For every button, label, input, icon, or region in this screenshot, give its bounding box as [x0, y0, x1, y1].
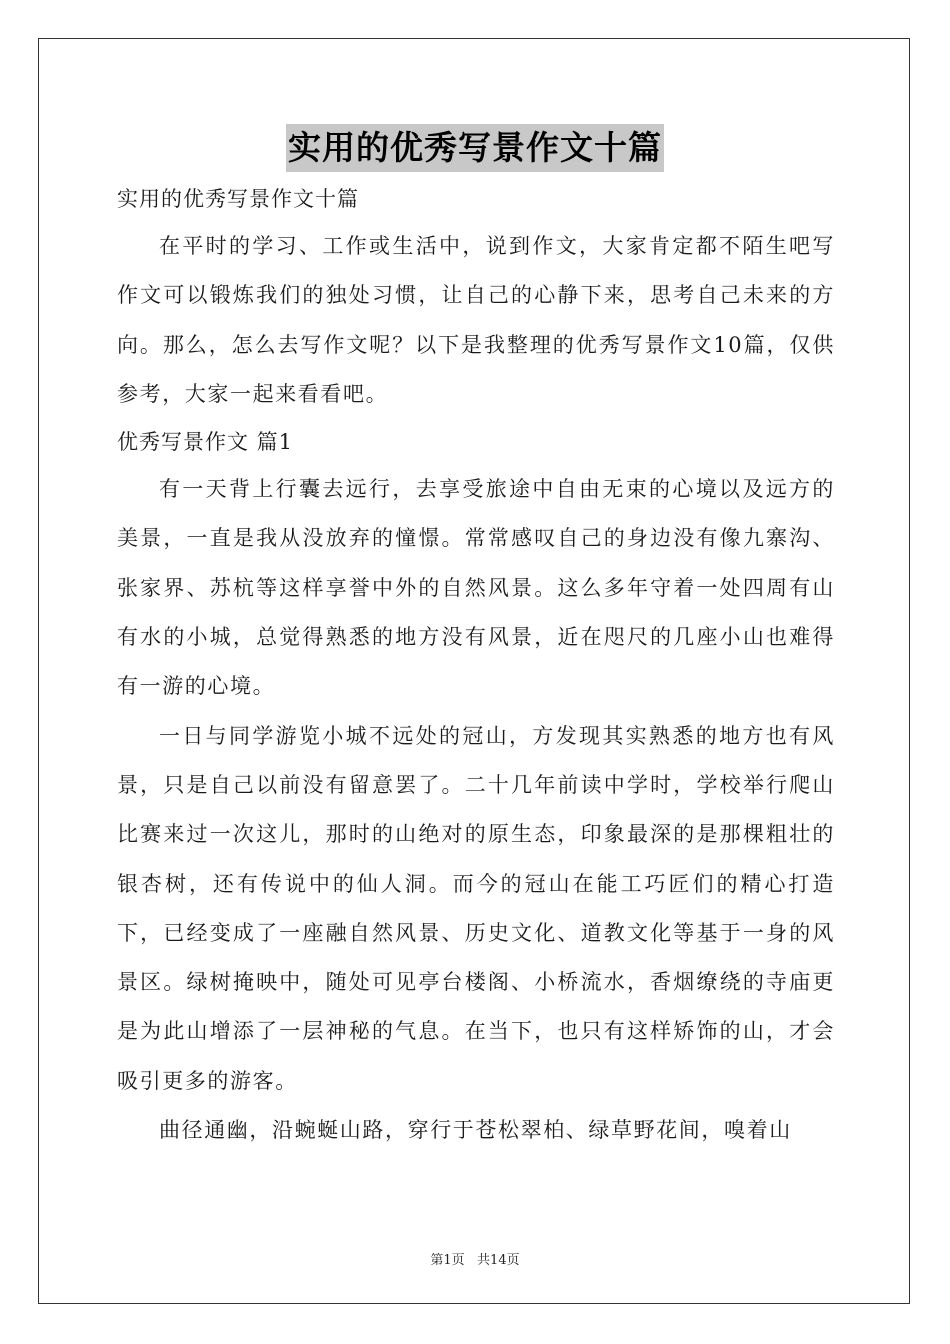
page-footer: 第1页 共14页 — [430, 1253, 520, 1268]
title-container — [0, 124, 950, 172]
intro-paragraph: 在平时的学习、工作或生活中，说到作文，大家肯定都不陌生吧写作文可以锻炼我们的独处习惯，让自己的心静下来，思考自己未来的方向。那么，怎么去写作文呢？以下是我整理的优秀写景作文10篇，仅供参考，大家一起来看看吧。 — [117, 234, 835, 406]
body-paragraph-1: 有一天背上行囊去远行，去享受旅途中自由无束的心境以及远方的美景，一直是我从没放弃的憧憬。常常感叹自己的身边没有像九寨沟、张家界、苏杭等这样享誉中外的自然风景。这么多年守着一处四周有山有水的小城，总觉得熟悉的地方没有风景，近在咫尺的几座小山也难得有一游的心境。 — [117, 477, 835, 699]
section-heading: 优秀写景作文 篇1 — [117, 430, 294, 455]
document-subtitle: 实用的优秀写景作文十篇 — [117, 187, 359, 211]
body-paragraph-3: 曲径通幽，沿蜿蜒山路，穿行于苍松翠柏、绿草野花间，嗅着山 — [159, 1118, 792, 1143]
document-body — [117, 176, 835, 1155]
document-title: 实用的优秀写景作文十篇 — [286, 124, 664, 172]
body-paragraph-2: 一日与同学游览小城不远处的冠山，方发现其实熟悉的地方也有风景，只是自己以前没有留意罢了。二十几年前读中学时，学校举行爬山比赛来过一次这儿，那时的山绝对的原生态，印象最深的是那棵粗壮的银杏树，还有传说中的仙人洞。而今的冠山在能工巧匠们的精心打造下，已经变成了一座融自然风景、历史文化、道教文化等基于一身的风景区。绿树掩映中，随处可见亭台楼阁、小桥流水，香烟缭绕的寺庙更是为此山增添了一层神秘的气息。在当下，也只有这样矫饰的山，才会吸引更多的游客。 — [117, 723, 835, 1093]
